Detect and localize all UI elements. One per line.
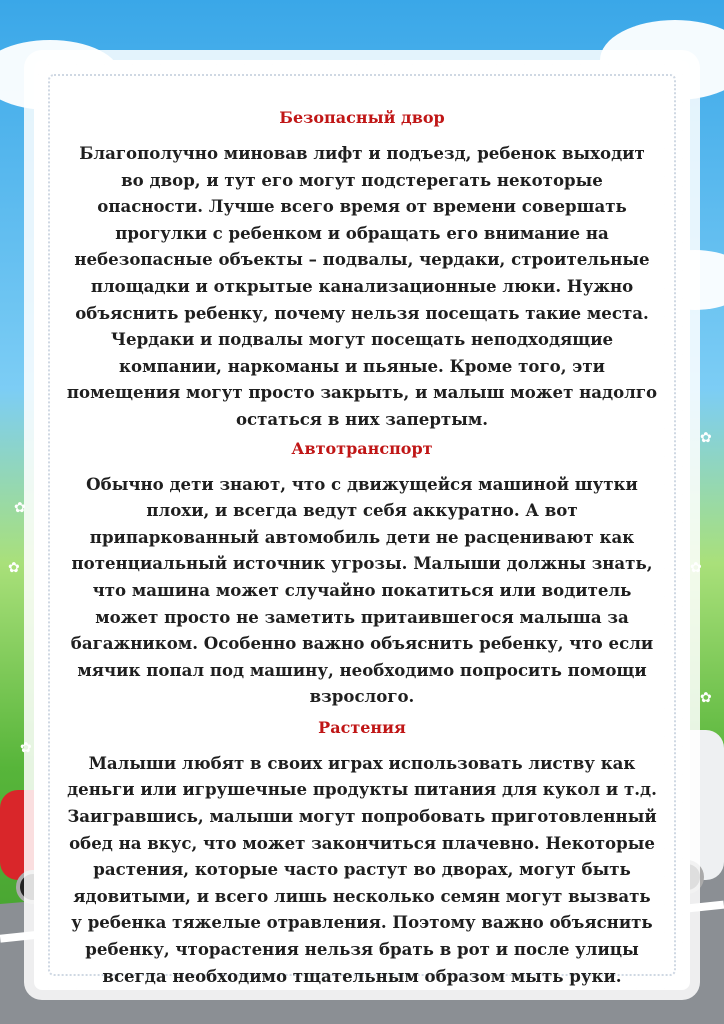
flower-icon: ✿ — [14, 500, 26, 516]
document-content — [66, 104, 658, 993]
flower-icon: ✿ — [690, 560, 702, 576]
flower-icon: ✿ — [20, 740, 32, 756]
section-body-vehicles: Обычно дети знают, что с движущейся машиной шутки плохи, и всегда ведут себя аккуратно. А вот припаркованный автомобиль дети не расценивают как потенциальный источник угрозы. Малыши должны знать, что машина может случайно покатиться или водитель может просто не заметить притаившегося малыша за багажником. Особенно важно объяснить ребенку, что если мячик попал под машину, необходимо попросить помощи взрослого. — [70, 473, 654, 707]
section-heading-vehicles: Автотранспорт — [291, 438, 433, 458]
flower-icon: ✿ — [700, 690, 712, 706]
flower-icon: ✿ — [8, 560, 20, 576]
flower-icon: ✿ — [700, 430, 712, 446]
section-heading-plants: Растения — [318, 717, 406, 737]
section-heading-safe-yard: Безопасный двор — [279, 108, 445, 127]
section-body-plants: Малыши любят в своих играх использовать листву как деньги или игрушечные продукты питания для кукол и т.д. Заигравшись, малыши могут попробовать приготовленный обед на вкус, что может закончиться плачевно. Некоторые растения, которые часто растут во дворах, могут быть ядовитыми, и всего лишь несколько семян могут вызвать у ребенка тяжелые отравления. Поэтому важно объяснить ребенку, чторастения нельзя брать в рот и после улицы всегда необходимо тщательным образом мыть руки. — [67, 752, 657, 986]
section-body-safe-yard: Благополучно миновав лифт и подъезд, ребенок выходит во двор, и тут его могут подстерегать некоторые опасности. Лучше всего время от времени совершать прогулки с ребенком и обращать его внимание на небезопасные объекты – подвалы, чердаки, строительные площадки и открытые канализационные люки. Нужно объяснить ребенку, почему нельзя посещать такие места. Чердаки и подвалы могут посещать неподходящие компании, наркоманы и пьяные. Кроме того, эти помещения могут просто закрыть, и малыш может надолго остаться в них запертым. — [66, 143, 658, 429]
